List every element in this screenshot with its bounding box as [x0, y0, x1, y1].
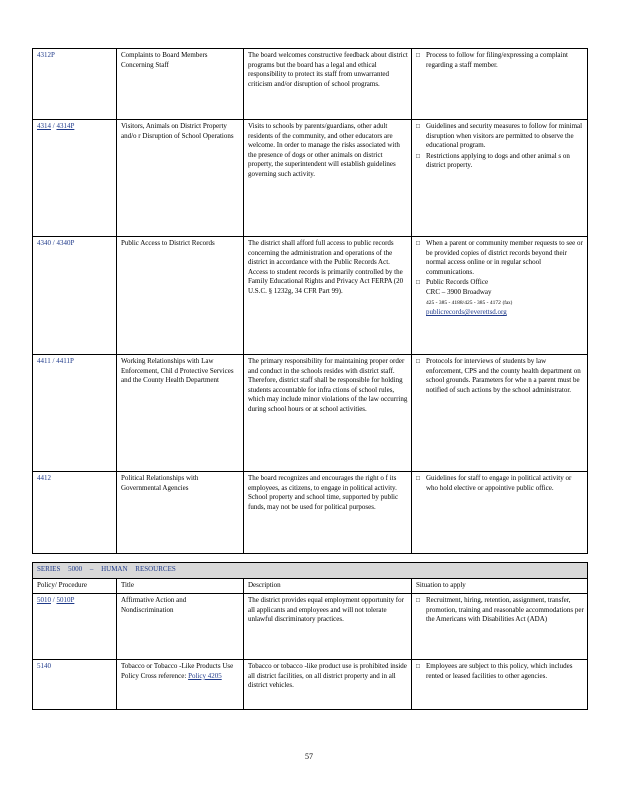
- policy-code-cell: [33, 660, 117, 710]
- procedure-code-link[interactable]: 5010P: [56, 596, 75, 605]
- table-row: [33, 472, 588, 554]
- policy-description: The board recognizes and encourages the right o f its employees, as citizens, to engage in political activity. School property and school time, supported by public funds, may not be used for political purposes.: [244, 472, 412, 554]
- policy-table-top: [32, 48, 588, 554]
- policy-code-cell: 4340 / 4340P: [33, 237, 117, 355]
- situation-item: □ Employees are subject to this policy, which includes rented or leased facilities to other agencies.: [416, 662, 584, 681]
- cross-reference-link[interactable]: Policy 4205: [188, 671, 222, 680]
- records-office-phone: 425 - 385 - 4188/425 - 385 - 4172: [426, 299, 501, 306]
- policy-description: The district shall afford full access to public records concerning the administration and operations of the district in accordance with the Public Records Act. Access to student records is primarily controlled by the Family Educational Rights and Privacy Act FERPA (20 U.S.C. § 1232g, 34 CFR Part 99).: [244, 237, 412, 355]
- situation-cell: [412, 237, 588, 355]
- situation-cell: [412, 120, 588, 237]
- policy-code-cell: 5010 / 5010P: [33, 594, 117, 660]
- policy-code-cell: 4314 / 4314P: [33, 120, 117, 237]
- policy-code-cell: [33, 472, 117, 554]
- series-header-row: [33, 563, 588, 579]
- situation-item: □ Guidelines and security measures to follow for minimal disruption when visitors are permitted to observe the educational program.: [416, 122, 584, 151]
- procedure-code: 4411P: [56, 357, 74, 365]
- situation-item: □ Protocols for interviews of students by law enforcement, CPS and the county health department on school grounds. Parameters for whe n a parent must be notified of such actions by the school administrator.: [416, 357, 584, 395]
- page-number: 57: [305, 752, 313, 761]
- column-header-situation: Situation to apply: [412, 578, 588, 594]
- column-header-policy: Policy/ Procedure: [33, 578, 117, 594]
- situation-cell: [412, 594, 588, 660]
- policy-code: 4312P: [37, 51, 55, 59]
- policy-description: Tobacco or tobacco -like product use is prohibited inside all district facilities, on all district property and in all district vehicles.: [244, 660, 412, 710]
- situation-item: □ Process to follow for filing/expressing a complaint regarding a staff member.: [416, 51, 584, 70]
- policy-code-cell: 4411 / 4411P: [33, 355, 117, 472]
- policy-title: Complaints to Board Members Concerning Staff: [117, 49, 244, 120]
- policy-description: Visits to schools by parents/guardians, other adult residents of the community, and other educators are welcome. In order to manage the risks associated with the presence of dogs or other animals on district property, the superintendent will establish guidelines governing such activity.: [244, 120, 412, 237]
- situation-cell: [412, 472, 588, 554]
- policy-title: Tobacco or Tobacco -Like Products Use Policy Cross reference:: [121, 662, 234, 680]
- situation-item: □ Recruitment, hiring, retention, assignment, transfer, promotion, training and reasonable accommodations per the Americans with Disabilities Act (ADA): [416, 596, 584, 625]
- records-office-address: CRC – 3900 Broadway: [426, 287, 492, 296]
- situation-item: □ When a parent or community member requests to see or be provided copies of district records beyond their normal access online or in regular school communications.: [416, 239, 584, 277]
- table-row: [33, 355, 588, 472]
- column-header-description: Description: [244, 578, 412, 594]
- policy-description: The board welcomes constructive feedback about district programs but the board has a legal and ethical responsibility to protect its staff from unwarranted criticism and/or disruption of school programs.: [244, 49, 412, 120]
- policy-title: Political Relationships with Governmental Agencies: [117, 472, 244, 554]
- policy-code: 4412: [37, 474, 51, 482]
- policy-title-cell: [117, 660, 244, 710]
- table-row: [33, 660, 588, 710]
- policy-title: Public Access to District Records: [117, 237, 244, 355]
- policy-code-cell: [33, 49, 117, 120]
- records-email-link[interactable]: publicrecords@everettsd.org: [426, 308, 507, 317]
- policy-code: 5140: [37, 662, 51, 671]
- records-office-name: Public Records Office: [426, 278, 489, 287]
- situation-item: □ Restrictions applying to dogs and other animal s on district property.: [416, 152, 584, 171]
- policy-code: 4411: [37, 357, 51, 365]
- table-row: [33, 594, 588, 660]
- situation-item: □ Guidelines for staff to engage in political activity or who hold elective or appointive public office.: [416, 474, 584, 493]
- situation-cell: [412, 355, 588, 472]
- policy-code-link[interactable]: 5010: [37, 596, 51, 605]
- situation-cell: [412, 660, 588, 710]
- policy-description: The primary responsibility for maintaining proper order and conduct in the schools resides with district staff. Therefore, district staff shall be responsible for holding students accountable for infra ctions of school rules, which may include minor violations of the law occurring during school hours or at school activities.: [244, 355, 412, 472]
- column-header-row: [33, 578, 588, 594]
- fax-label: (fax): [502, 300, 513, 306]
- policy-table-series-5000: [32, 562, 588, 710]
- procedure-code: 4340P: [56, 239, 75, 247]
- policy-code-link[interactable]: 4314: [37, 122, 51, 130]
- policy-description: The district provides equal employment opportunity for all applicants and employees and will not tolerate unlawful discriminatory practices.: [244, 594, 412, 660]
- policy-title: Visitors, Animals on District Property and/o r Disruption of School Operations: [117, 120, 244, 237]
- policy-code: 4340: [37, 239, 51, 247]
- procedure-code-link[interactable]: 4314P: [56, 122, 75, 130]
- situation-cell: [412, 49, 588, 120]
- table-row: [33, 120, 588, 237]
- series-title: SERIES 5000 – HUMAN RESOURCES: [33, 563, 588, 579]
- situation-item: [416, 278, 584, 317]
- table-row: [33, 237, 588, 355]
- table-row: [33, 49, 588, 120]
- policy-title: Affirmative Action and Nondiscrimination: [117, 594, 244, 660]
- column-header-title: Title: [117, 578, 244, 594]
- policy-title: Working Relationships with Law Enforcement, Chil d Protective Services and the County Health Department: [117, 355, 244, 472]
